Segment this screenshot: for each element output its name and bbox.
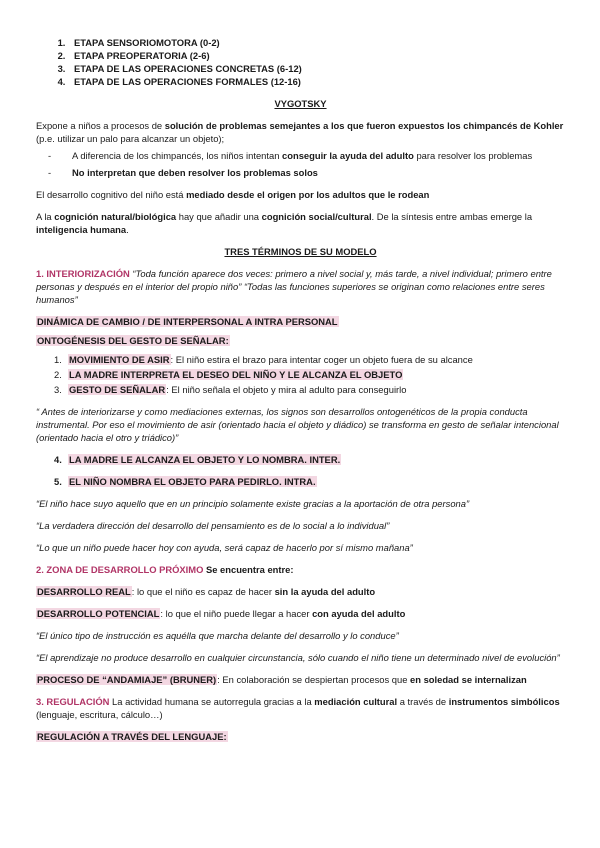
interiorizacion-paragraph: 1. INTERIORIZACIÓN “Toda función aparece dos veces: primero a nivel social y, más tarde, a nivel individual; primero entre personas y después en el interior del propio niño” “Todas las funciones superiores se originan como relaciones entre seres humanos” xyxy=(36,268,552,305)
gesture-step: 1. MOVIMIENTO DE ASIR: El niño estira el brazo para intentar coger un objeto fuera de su alcance xyxy=(54,354,473,365)
gesture-steps-list xyxy=(36,353,565,396)
bullet-item: - A diferencia de los chimpancés, los niños intentan conseguir la ayuda del adulto para resolver los problemas xyxy=(36,149,565,162)
quote-three: “Lo que un niño puede hacer hoy con ayuda, será capaz de hacerlo por sí mismo mañana” xyxy=(36,542,413,553)
stage-item: 2. ETAPA PREOPERATORIA (2-6) xyxy=(68,49,565,62)
gesture-step: 2. LA MADRE INTERPRETA EL DESEO DEL NIÑO Y LE ALCANZA EL OBJETO xyxy=(54,369,403,380)
stage-item: 3. ETAPA DE LAS OPERACIONES CONCRETAS (6-12) xyxy=(68,62,565,75)
gesture-step: 3. GESTO DE SEÑALAR: El niño señala el objeto y mira al adulto para conseguirlo xyxy=(54,384,407,395)
intro-paragraph: Expone a niños a procesos de solución de problemas semejantes a los que fueron expuestos los chimpancés de Kohler (p.e. utilizar un palo para alcanzar un objeto); xyxy=(36,120,564,144)
real-development: DESARROLLO REAL: lo que el niño es capaz de hacer sin la ayuda del adulto xyxy=(37,586,376,597)
instruction-quote: “El único tipo de instrucción es aquélla que marcha delante del desarrollo y lo conduce” xyxy=(36,630,399,641)
zdp-paragraph: 2. ZONA DE DESARROLLO PRÓXIMO Se encuentra entre: xyxy=(36,564,294,575)
chimp-bullet-list xyxy=(36,149,565,179)
step-four: 4. LA MADRE LE ALCANZA EL OBJETO Y LO NOMBRA. INTER. xyxy=(54,454,341,465)
andamiaje-paragraph: PROCESO DE “ANDAMIAJE” (BRUNER): En colaboración se despiertan procesos que en soledad se internalizan xyxy=(37,674,527,685)
vygotsky-heading: VYGOTSKY xyxy=(274,98,327,109)
ontogenesis-heading: ONTOGÉNESIS DEL GESTO DE SEÑALAR: xyxy=(37,335,229,346)
piaget-stages-list xyxy=(36,36,565,88)
language-heading: REGULACIÓN A TRAVÉS DEL LENGUAJE: xyxy=(37,731,227,742)
mediated-paragraph: El desarrollo cognitivo del niño está mediado desde el origen por los adultos que le rodean xyxy=(36,189,430,200)
stage-item: 1. ETAPA SENSORIOMOTORA (0-2) xyxy=(68,36,565,49)
bullet-item: - No interpretan que deben resolver los problemas solos xyxy=(36,166,565,179)
stage-item: 4. ETAPA DE LAS OPERACIONES FORMALES (12-16) xyxy=(68,75,565,88)
gesture-quote: “ Antes de interiorizarse y como mediaciones externas, los signos son desarrollos ontogenéticos de la propia conducta instrumental. Por eso el movimiento de asir (orientado hacia el objeto y diádico) se transforma en gesto de señalar intencional (orientado hacia el otro y triádico)” xyxy=(36,406,559,443)
quote-two: “La verdadera dirección del desarrollo del pensamiento es de lo social a lo individual” xyxy=(36,520,390,531)
model-heading: TRES TÉRMINOS DE SU MODELO xyxy=(224,246,377,257)
dynamic-heading: DINÁMICA DE CAMBIO / DE INTERPERSONAL A INTRA PERSONAL xyxy=(37,316,338,327)
quote-one: “El niño hace suyo aquello que en un principio solamente existe gracias a la aportación de otra persona” xyxy=(36,498,470,509)
learning-quote: “El aprendizaje no produce desarrollo en cualquier circunstancia, sólo cuando el niño tiene un determinado nivel de evolución” xyxy=(36,652,560,663)
cognition-paragraph: A la cognición natural/biológica hay que añadir una cognición social/cultural. De la síntesis entre ambas emerge la inteligencia humana. xyxy=(36,211,533,235)
potential-development: DESARROLLO POTENCIAL: lo que el niño puede llegar a hacer con ayuda del adulto xyxy=(37,608,406,619)
step-five: 5. EL NIÑO NOMBRA EL OBJETO PARA PEDIRLO. INTRA. xyxy=(54,476,316,487)
regulacion-paragraph: 3. REGULACIÓN La actividad humana se autorregula gracias a la mediación cultural a través de instrumentos simbólicos (lenguaje, escritura, cálculo…) xyxy=(36,696,560,720)
